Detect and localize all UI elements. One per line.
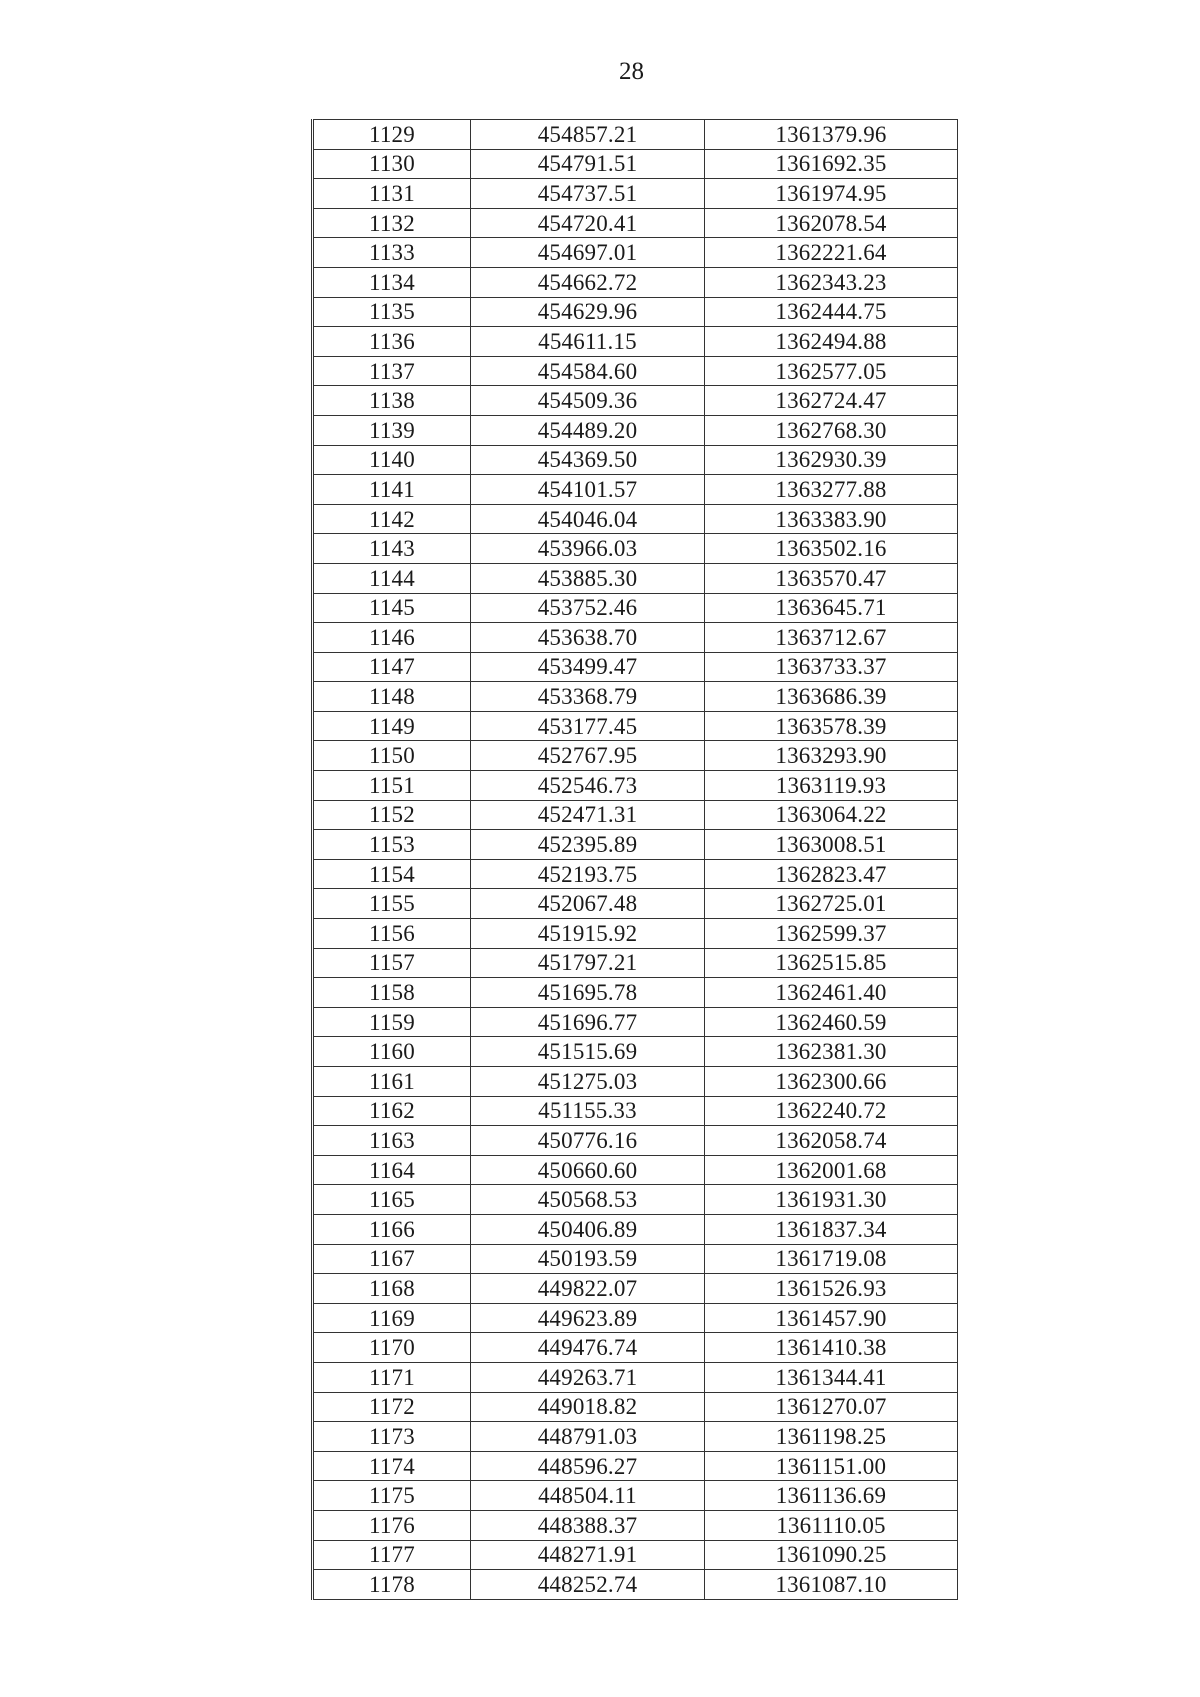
x-coordinate-cell: 454611.15 [471, 327, 705, 357]
point-number-cell: 1142 [313, 504, 471, 534]
y-coordinate-cell: 1361974.95 [705, 179, 958, 209]
point-number-cell: 1140 [313, 445, 471, 475]
table-row [313, 415, 958, 445]
y-coordinate-cell: 1361526.93 [705, 1274, 958, 1304]
table-row [313, 771, 958, 801]
y-coordinate-cell: 1361719.08 [705, 1244, 958, 1274]
x-coordinate-cell: 449476.74 [471, 1333, 705, 1363]
x-coordinate-cell: 452193.75 [471, 859, 705, 889]
x-coordinate-cell: 450660.60 [471, 1155, 705, 1185]
table-row [313, 1362, 958, 1392]
x-coordinate-cell: 454697.01 [471, 238, 705, 268]
y-coordinate-cell: 1362930.39 [705, 445, 958, 475]
y-coordinate-cell: 1361457.90 [705, 1303, 958, 1333]
y-coordinate-cell: 1362221.64 [705, 238, 958, 268]
table-row [313, 534, 958, 564]
table-row [313, 1333, 958, 1363]
x-coordinate-cell: 453177.45 [471, 711, 705, 741]
point-number-cell: 1145 [313, 593, 471, 623]
y-coordinate-cell: 1361136.69 [705, 1481, 958, 1511]
table-row [313, 1303, 958, 1333]
point-number-cell: 1176 [313, 1510, 471, 1540]
x-coordinate-cell: 449263.71 [471, 1362, 705, 1392]
y-coordinate-cell: 1361110.05 [705, 1510, 958, 1540]
point-number-cell: 1162 [313, 1096, 471, 1126]
table-row [313, 563, 958, 593]
table-row [313, 1392, 958, 1422]
x-coordinate-cell: 451915.92 [471, 919, 705, 949]
point-number-cell: 1132 [313, 208, 471, 238]
table-row [313, 800, 958, 830]
point-number-cell: 1141 [313, 475, 471, 505]
table-row [313, 1510, 958, 1540]
page-number: 28 [619, 58, 644, 85]
y-coordinate-cell: 1363733.37 [705, 652, 958, 682]
x-coordinate-cell: 450406.89 [471, 1214, 705, 1244]
y-coordinate-cell: 1361344.41 [705, 1362, 958, 1392]
y-coordinate-cell: 1363383.90 [705, 504, 958, 534]
table-row [313, 386, 958, 416]
table-body [313, 120, 958, 1600]
table-row [313, 1570, 958, 1600]
x-coordinate-cell: 454101.57 [471, 475, 705, 505]
point-number-cell: 1150 [313, 741, 471, 771]
y-coordinate-cell: 1362300.66 [705, 1067, 958, 1097]
y-coordinate-cell: 1362768.30 [705, 415, 958, 445]
table-row [313, 1037, 958, 1067]
point-number-cell: 1171 [313, 1362, 471, 1392]
point-number-cell: 1153 [313, 830, 471, 860]
table-row [313, 1007, 958, 1037]
x-coordinate-cell: 454629.96 [471, 297, 705, 327]
y-coordinate-cell: 1362515.85 [705, 948, 958, 978]
point-number-cell: 1138 [313, 386, 471, 416]
table-row [313, 593, 958, 623]
y-coordinate-cell: 1363578.39 [705, 711, 958, 741]
point-number-cell: 1137 [313, 356, 471, 386]
table-row [313, 238, 958, 268]
table-row [313, 1214, 958, 1244]
y-coordinate-cell: 1363119.93 [705, 771, 958, 801]
y-coordinate-cell: 1361151.00 [705, 1451, 958, 1481]
point-number-cell: 1151 [313, 771, 471, 801]
y-coordinate-cell: 1362494.88 [705, 327, 958, 357]
table-row [313, 1244, 958, 1274]
x-coordinate-cell: 450568.53 [471, 1185, 705, 1215]
y-coordinate-cell: 1362001.68 [705, 1155, 958, 1185]
x-coordinate-cell: 453638.70 [471, 623, 705, 653]
x-coordinate-cell: 454857.21 [471, 120, 705, 150]
table-row [313, 179, 958, 209]
point-number-cell: 1131 [313, 179, 471, 209]
point-number-cell: 1174 [313, 1451, 471, 1481]
y-coordinate-cell: 1362381.30 [705, 1037, 958, 1067]
table-row [313, 208, 958, 238]
point-number-cell: 1177 [313, 1540, 471, 1570]
x-coordinate-cell: 451515.69 [471, 1037, 705, 1067]
point-number-cell: 1136 [313, 327, 471, 357]
x-coordinate-cell: 452067.48 [471, 889, 705, 919]
table-row [313, 475, 958, 505]
point-number-cell: 1156 [313, 919, 471, 949]
point-number-cell: 1144 [313, 563, 471, 593]
point-number-cell: 1175 [313, 1481, 471, 1511]
y-coordinate-cell: 1363008.51 [705, 830, 958, 860]
point-number-cell: 1135 [313, 297, 471, 327]
point-number-cell: 1129 [313, 120, 471, 150]
point-number-cell: 1130 [313, 149, 471, 179]
x-coordinate-cell: 449018.82 [471, 1392, 705, 1422]
x-coordinate-cell: 448271.91 [471, 1540, 705, 1570]
table-row [313, 1422, 958, 1452]
table-row [313, 682, 958, 712]
table-row [313, 711, 958, 741]
x-coordinate-cell: 451696.77 [471, 1007, 705, 1037]
coordinates-table [311, 119, 958, 1600]
y-coordinate-cell: 1363064.22 [705, 800, 958, 830]
table-row [313, 1185, 958, 1215]
table-row [313, 1096, 958, 1126]
x-coordinate-cell: 454046.04 [471, 504, 705, 534]
point-number-cell: 1172 [313, 1392, 471, 1422]
y-coordinate-cell: 1361379.96 [705, 120, 958, 150]
y-coordinate-cell: 1361090.25 [705, 1540, 958, 1570]
point-number-cell: 1139 [313, 415, 471, 445]
x-coordinate-cell: 450193.59 [471, 1244, 705, 1274]
point-number-cell: 1164 [313, 1155, 471, 1185]
x-coordinate-cell: 454791.51 [471, 149, 705, 179]
y-coordinate-cell: 1363293.90 [705, 741, 958, 771]
point-number-cell: 1154 [313, 859, 471, 889]
table-row [313, 1067, 958, 1097]
y-coordinate-cell: 1363502.16 [705, 534, 958, 564]
x-coordinate-cell: 451695.78 [471, 978, 705, 1008]
point-number-cell: 1155 [313, 889, 471, 919]
x-coordinate-cell: 450776.16 [471, 1126, 705, 1156]
table-row [313, 741, 958, 771]
point-number-cell: 1173 [313, 1422, 471, 1452]
x-coordinate-cell: 454737.51 [471, 179, 705, 209]
table-row [313, 149, 958, 179]
point-number-cell: 1149 [313, 711, 471, 741]
point-number-cell: 1167 [313, 1244, 471, 1274]
x-coordinate-cell: 451275.03 [471, 1067, 705, 1097]
x-coordinate-cell: 449623.89 [471, 1303, 705, 1333]
x-coordinate-cell: 451155.33 [471, 1096, 705, 1126]
y-coordinate-cell: 1361410.38 [705, 1333, 958, 1363]
y-coordinate-cell: 1361837.34 [705, 1214, 958, 1244]
table-row [313, 978, 958, 1008]
y-coordinate-cell: 1362078.54 [705, 208, 958, 238]
x-coordinate-cell: 452395.89 [471, 830, 705, 860]
y-coordinate-cell: 1362724.47 [705, 386, 958, 416]
x-coordinate-cell: 453499.47 [471, 652, 705, 682]
x-coordinate-cell: 451797.21 [471, 948, 705, 978]
point-number-cell: 1147 [313, 652, 471, 682]
table-row [313, 297, 958, 327]
y-coordinate-cell: 1363645.71 [705, 593, 958, 623]
point-number-cell: 1163 [313, 1126, 471, 1156]
y-coordinate-cell: 1363570.47 [705, 563, 958, 593]
table-row [313, 1451, 958, 1481]
point-number-cell: 1146 [313, 623, 471, 653]
point-number-cell: 1143 [313, 534, 471, 564]
table-row [313, 1274, 958, 1304]
y-coordinate-cell: 1362577.05 [705, 356, 958, 386]
y-coordinate-cell: 1362343.23 [705, 267, 958, 297]
table-row [313, 445, 958, 475]
point-number-cell: 1161 [313, 1067, 471, 1097]
table-row [313, 120, 958, 150]
x-coordinate-cell: 452546.73 [471, 771, 705, 801]
table-row [313, 889, 958, 919]
y-coordinate-cell: 1362460.59 [705, 1007, 958, 1037]
y-coordinate-cell: 1362240.72 [705, 1096, 958, 1126]
table-row [313, 356, 958, 386]
point-number-cell: 1170 [313, 1333, 471, 1363]
point-number-cell: 1168 [313, 1274, 471, 1304]
table-row [313, 623, 958, 653]
point-number-cell: 1157 [313, 948, 471, 978]
y-coordinate-cell: 1362058.74 [705, 1126, 958, 1156]
table-row [313, 1126, 958, 1156]
table-row [313, 1481, 958, 1511]
table-row [313, 327, 958, 357]
y-coordinate-cell: 1362461.40 [705, 978, 958, 1008]
x-coordinate-cell: 452471.31 [471, 800, 705, 830]
y-coordinate-cell: 1361198.25 [705, 1422, 958, 1452]
point-number-cell: 1160 [313, 1037, 471, 1067]
y-coordinate-cell: 1362444.75 [705, 297, 958, 327]
x-coordinate-cell: 449822.07 [471, 1274, 705, 1304]
table-row [313, 267, 958, 297]
x-coordinate-cell: 454720.41 [471, 208, 705, 238]
point-number-cell: 1165 [313, 1185, 471, 1215]
y-coordinate-cell: 1361270.07 [705, 1392, 958, 1422]
x-coordinate-cell: 454584.60 [471, 356, 705, 386]
table-row [313, 948, 958, 978]
table-row [313, 652, 958, 682]
x-coordinate-cell: 448388.37 [471, 1510, 705, 1540]
x-coordinate-cell: 448504.11 [471, 1481, 705, 1511]
table-row [313, 830, 958, 860]
y-coordinate-cell: 1362823.47 [705, 859, 958, 889]
x-coordinate-cell: 448596.27 [471, 1451, 705, 1481]
x-coordinate-cell: 452767.95 [471, 741, 705, 771]
point-number-cell: 1148 [313, 682, 471, 712]
x-coordinate-cell: 453966.03 [471, 534, 705, 564]
x-coordinate-cell: 453752.46 [471, 593, 705, 623]
y-coordinate-cell: 1363712.67 [705, 623, 958, 653]
y-coordinate-cell: 1361931.30 [705, 1185, 958, 1215]
x-coordinate-cell: 454489.20 [471, 415, 705, 445]
point-number-cell: 1152 [313, 800, 471, 830]
table-row [313, 1155, 958, 1185]
table-row [313, 919, 958, 949]
y-coordinate-cell: 1361087.10 [705, 1570, 958, 1600]
y-coordinate-cell: 1361692.35 [705, 149, 958, 179]
y-coordinate-cell: 1363686.39 [705, 682, 958, 712]
x-coordinate-cell: 453885.30 [471, 563, 705, 593]
x-coordinate-cell: 448252.74 [471, 1570, 705, 1600]
table-row [313, 504, 958, 534]
table-row [313, 859, 958, 889]
x-coordinate-cell: 454369.50 [471, 445, 705, 475]
point-number-cell: 1133 [313, 238, 471, 268]
point-number-cell: 1178 [313, 1570, 471, 1600]
point-number-cell: 1169 [313, 1303, 471, 1333]
y-coordinate-cell: 1363277.88 [705, 475, 958, 505]
point-number-cell: 1159 [313, 1007, 471, 1037]
x-coordinate-cell: 448791.03 [471, 1422, 705, 1452]
point-number-cell: 1134 [313, 267, 471, 297]
x-coordinate-cell: 453368.79 [471, 682, 705, 712]
y-coordinate-cell: 1362725.01 [705, 889, 958, 919]
x-coordinate-cell: 454662.72 [471, 267, 705, 297]
point-number-cell: 1166 [313, 1214, 471, 1244]
point-number-cell: 1158 [313, 978, 471, 1008]
x-coordinate-cell: 454509.36 [471, 386, 705, 416]
table-row [313, 1540, 958, 1570]
y-coordinate-cell: 1362599.37 [705, 919, 958, 949]
